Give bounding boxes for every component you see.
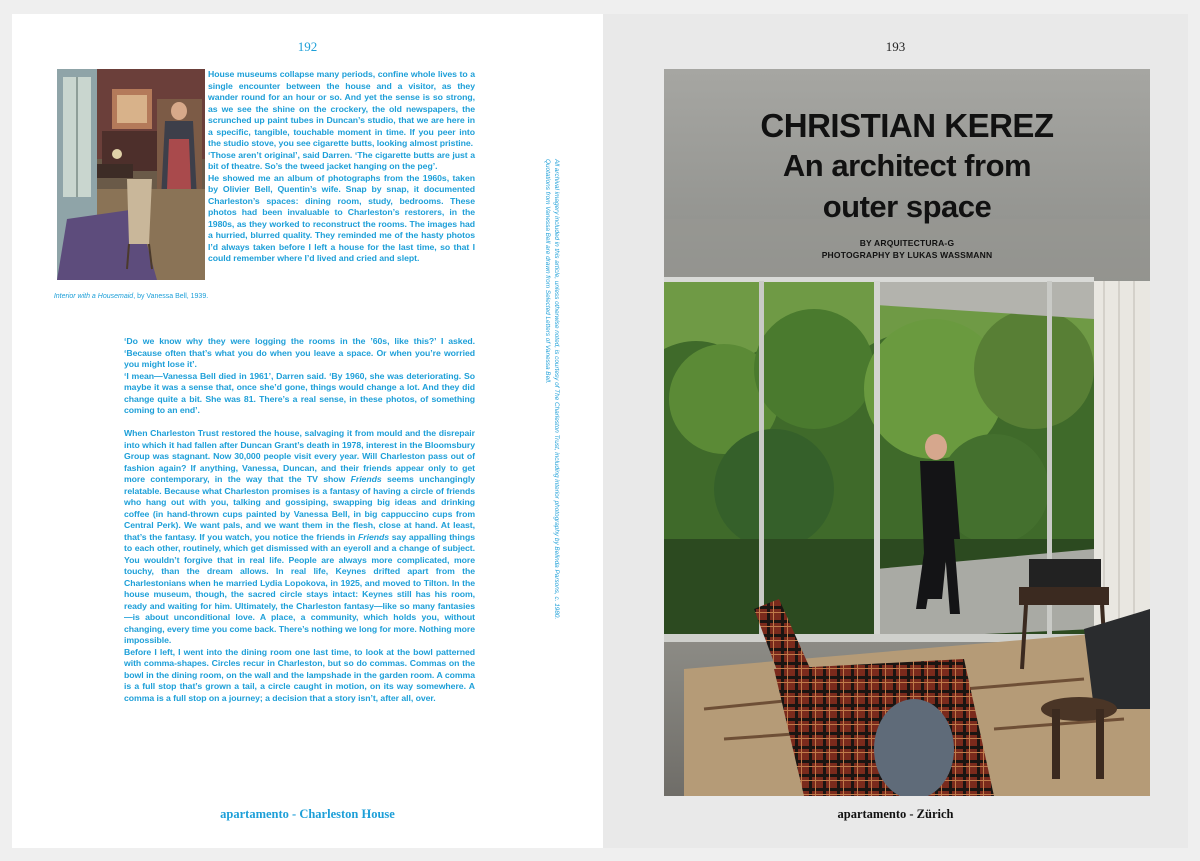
page-number-left: 192 [297, 39, 318, 54]
show-title-friends: Friends [358, 531, 390, 542]
painting-image [57, 69, 205, 280]
feature-photo [664, 69, 1150, 796]
credit-line: Quotations from Vanessa Bell are drawn from Selected Letters of Vanessa Bell. [544, 159, 552, 384]
byline-author: BY ARQUITECTURA-G [859, 238, 955, 248]
caption-title: Interior with a Housemaid [53, 293, 134, 300]
paragraph: ‘I mean—Vanessa Bell died in 1961’, Darren said. ‘By 1960, she was deteriorating. So maybe it was a sense that, once she’d gone, things would change a lot. And they did change quite a bit. She was 81. There’s a real sense, in these photos, of something coming to an end’. [124, 370, 475, 415]
credit-line: All archival imagery included in this article, unless otherwise noted, is courtesy of The Charleston Trust, including interior photography by Belinda Parsons, c. 1980. [553, 159, 560, 620]
paragraph: House museums collapse many periods, confine whole lives to a single encounter between the house and a visitor, as they wander round for an hour or so. And yet the sense is so strong, as we see the shine on the crockery, the old newspapers, the scrunched up paint tubes in Duncan’s studio, that we are here in a specific, tangible, touchable moment in time. If you peer into the studio stove, you see cigarette butts, looking almost pristine. [208, 69, 475, 148]
paragraph: ‘Do we know why they were logging the rooms in the ’60s, like this?’ I asked. ‘Because often that’s what you do when you leave a space. Or when you’re worried you might lose it’. [124, 336, 475, 369]
article-text-top [208, 69, 475, 265]
paragraph: When Charleston Trust restored the house, salvaging it from mould and the disrepair into which it had fallen after Duncan Grant’s death in 1978, interest in the Bloomsbury Group was stagnant. Now 30,000 people visit every year. Will Charleston pass out of fashion again? If anything, Vanessa, Duncan, and their friends appear only to get more contemporary, in the way that the TV show Friends seems unchangingly relatable. Because what Charleston promises is a fantasy of having a circle of friends who hang out with you, talking and gossiping, swapping big ideas and drinking coffee (in hand-thrown cups painted by Vanessa Bell, in big cappuccino cups from Central Perk). We want pals, and we want them in the flesh, close at hand. At least, that’s the fantasy. If you watch, you notice the friends in Friends say appalling things to each other, routinely, which get dismissed with an eyeroll and a change of subject. You wouldn’t forgive that in real life. People are always more complicated, more touchy, than the dream allows. In real life, Keynes drifted apart from the Charlestonians when he married Lydia Lopokova, in 1925, and moved to Tilton. In the house museum, though, the sacred circle stays intact: Keynes still has his room, ready and waiting for him. Ultimately, the Charleston fantasy—like so many fantasies—is about unconditional love. A place, a community, which holds you, without changing, every time you come back. There’s nothing we long for more. Nothing more impossible. [124, 428, 476, 645]
footer-left: apartamento - Charleston House [220, 807, 395, 821]
footer-right: apartamento - Zürich [837, 807, 954, 821]
byline-photographer: PHOTOGRAPHY BY LUKAS WASSMANN [821, 250, 993, 260]
magazine-spread [12, 14, 1188, 848]
article-text-main [124, 336, 475, 704]
paragraph: Before I left, I went into the dining room one last time, to look at the bowl patterned with comma-shapes. Circles recur in Charleston, but so do commas. Commas on the bowl in the dining room, on the wall and the lampshade in the garden room. A comma is a full stop that’s grown a tail, a circle caught in motion, on its way somewhere. A comma is a full stop on a journey; a decision that a story isn’t, after all, over. [124, 646, 475, 703]
title-line: An architect from [782, 148, 1032, 183]
page-number-right: 193 [885, 39, 906, 54]
left-page [12, 14, 603, 848]
image-credit-vertical [543, 159, 560, 719]
right-page [603, 14, 1188, 848]
paragraph: He showed me an album of photographs from the 1960s, taken by Olivier Bell, Quentin’s wife. Snap by snap, it documented Charleston’s spaces: dining room, study, bedrooms. These photos had been invaluable to Charleston’s restorers, in the 1980s, as they worked to reconstruct the rooms. The images had a hurried, blurred quality. They reminded me of the hasty photos I’d always taken before I left a house for the last time, so that I could remember where I’d lived and cried and slept. [208, 172, 475, 263]
paragraph: ‘Those aren’t original’, said Darren. ‘The cigarette butts are just a bit of theatre. So’s the tweed jacket hanging on the peg’. [208, 149, 475, 171]
title-line: CHRISTIAN KEREZ [760, 107, 1054, 144]
title-line: outer space [822, 189, 992, 224]
caption-credit: , by Vanessa Bell, 1939. [133, 293, 209, 300]
show-title-friends: Friends [350, 474, 382, 484]
article-title [664, 107, 1150, 227]
byline [664, 237, 1150, 261]
painting-caption [52, 292, 210, 301]
